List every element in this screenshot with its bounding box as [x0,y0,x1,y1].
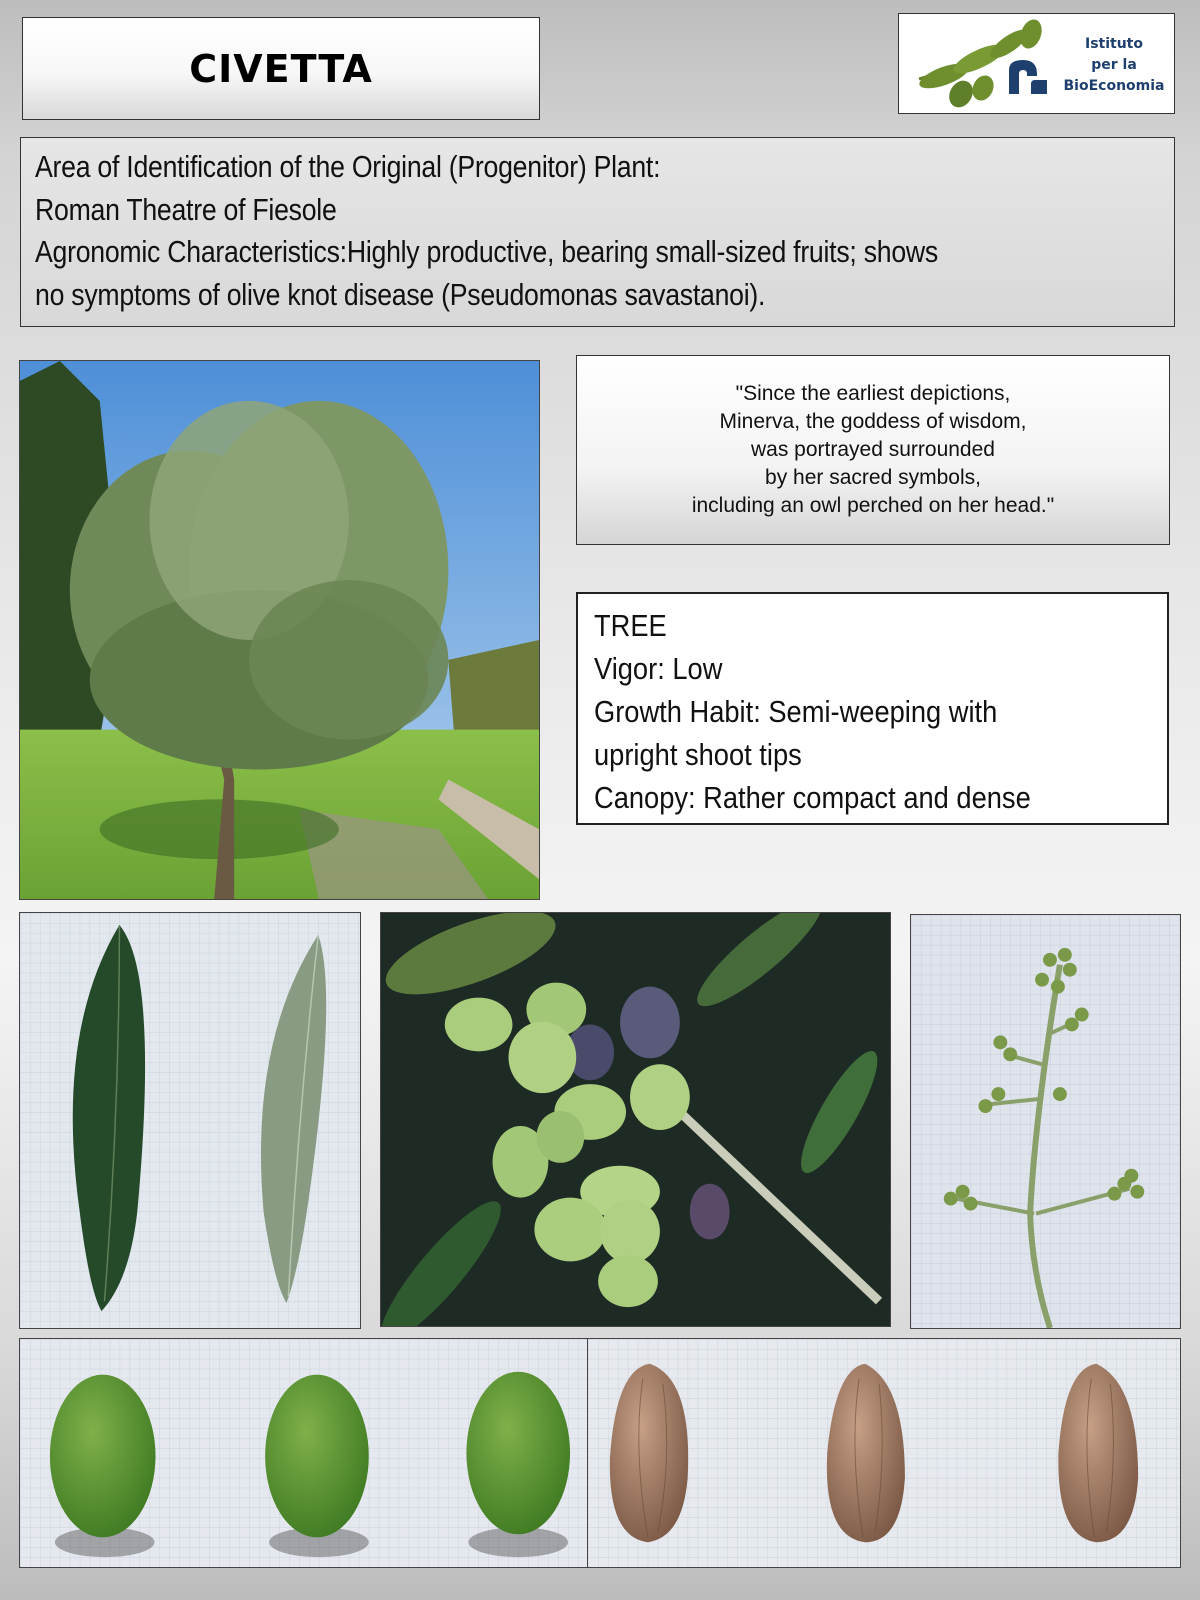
fruits-on-branch-photo [380,912,891,1327]
quote-line: including an owl perched on her head." [691,494,1055,517]
growth-habit-text-continued: upright shoot tips [594,737,802,772]
tree-characteristics-box [576,592,1169,825]
quote-line: Minerva, the goddess of wisdom, [719,410,1027,433]
quote-line: was portrayed surrounded [751,438,995,461]
agronomic-value: Highly productive, bearing small-sized fruits; shows [346,234,938,269]
identification-area-label: Area of Identification of the Original (Progenitor) Plant: [35,149,661,184]
quote-box [576,355,1170,545]
logo-line: Istituto [1084,36,1143,52]
leaves-photo [19,912,361,1329]
quote-line: "Since the earliest depictions, [735,382,1011,405]
logo-text [1059,34,1169,97]
page-title: CIVETTA [189,46,373,91]
canopy-text: Canopy: Rather compact and dense [594,780,1031,815]
tree-heading: TREE [594,608,667,643]
agronomic-label: Agronomic Characteristics: [35,234,347,269]
identification-box [20,137,1175,327]
endocarps-photo [587,1338,1181,1568]
logo-line: BioEconomia [1063,78,1165,94]
drupes-photo [19,1338,588,1568]
identification-area-value: Roman Theatre of Fiesole [35,191,337,227]
logo-line: per la [1091,57,1137,73]
growth-habit-text: Growth Habit: Semi-weeping with [594,694,998,729]
institute-logo [898,13,1175,114]
olive-branch-icon [899,14,1059,112]
agronomic-value-continued: no symptoms of olive knot disease (Pseudomonas savastanoi). [35,276,766,312]
quote-line: by her sacred symbols, [765,466,981,489]
title-box [22,17,540,120]
vigor-text: Vigor: Low [594,651,723,686]
inflorescence-photo [910,914,1181,1329]
olive-tree-photo [19,360,540,900]
